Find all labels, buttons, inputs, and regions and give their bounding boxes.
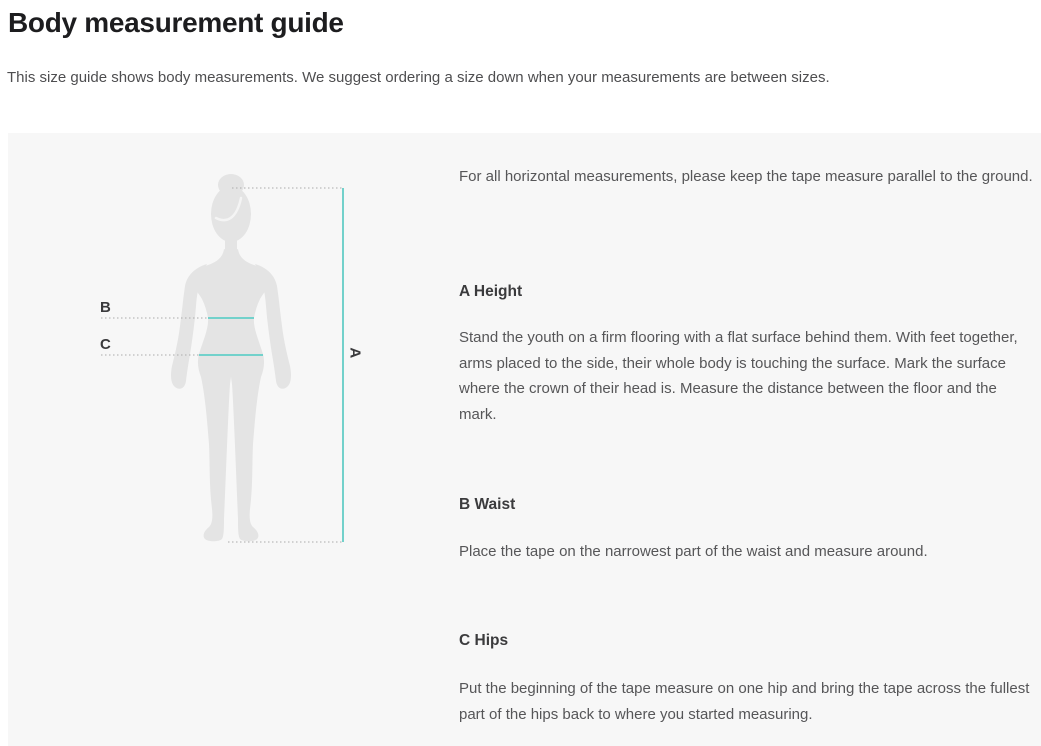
page-subtitle: This size guide shows body measurements. We suggest ordering a size down when your measurements are between sizes.	[7, 69, 830, 86]
marker-label-b: B	[100, 299, 112, 316]
measurement-diagram	[85, 155, 385, 555]
marker-label-c: C	[100, 336, 112, 353]
measurement-guide-panel	[8, 133, 1041, 746]
marker-label-a: A	[346, 347, 364, 359]
section-body-height: Stand the youth on a firm flooring with a flat surface behind them. With feet together, arms placed to the side, their whole body is touching the surface. Mark the surface where the crown of their head is. Measure the distance between the floor and the mark.	[459, 329, 1018, 423]
instructions-column	[459, 133, 1037, 746]
section-heading-height: A Height	[459, 283, 523, 300]
page-title: Body measurement guide	[8, 7, 344, 38]
section-body-waist: Place the tape on the narrowest part of the waist and measure around.	[459, 543, 928, 560]
section-heading-hips: C Hips	[459, 632, 509, 649]
section-body-hips: Put the beginning of the tape measure on one hip and bring the tape across the fullest part of the hips back to where you started measuring.	[459, 680, 1030, 723]
youth-silhouette-icon	[171, 174, 291, 541]
intro-note: For all horizontal measurements, please keep the tape measure parallel to the ground.	[459, 168, 1033, 185]
section-heading-waist: B Waist	[459, 496, 516, 513]
